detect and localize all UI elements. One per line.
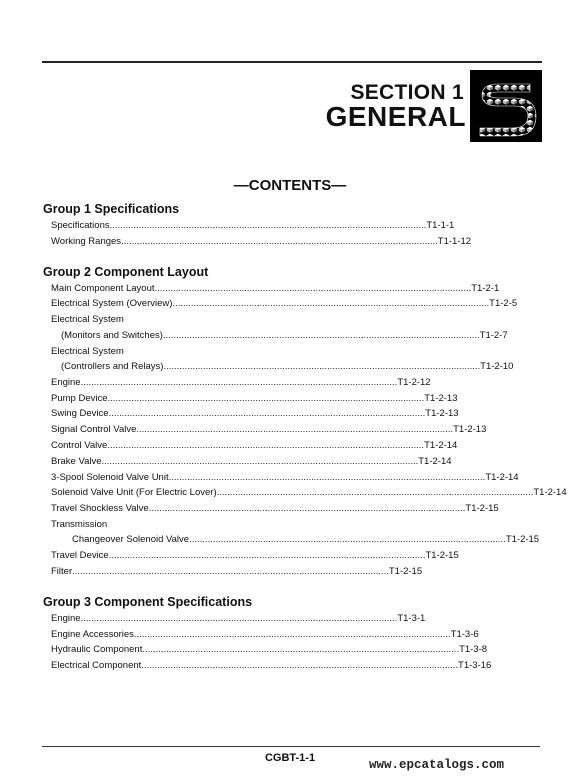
toc-item[interactable]: Engine Accessories ........................................................................................................................ T1-3-6: [51, 629, 479, 640]
watermark[interactable]: www.epcatalogs.com: [369, 758, 505, 772]
toc-item[interactable]: Working Ranges ........................................................................................................................ T1-1-12: [51, 236, 472, 247]
toc-item[interactable]: Electrical System (Overview) ........................................................................................................................ T1-2-5: [51, 298, 518, 309]
toc-item[interactable]: Engine ........................................................................................................................ T1-2-12: [51, 377, 431, 388]
section-title: GENERAL: [325, 101, 466, 132]
toc-item[interactable]: Engine ........................................................................................................................ T1-3-1: [51, 613, 426, 624]
toc-item[interactable]: Filter ........................................................................................................................ T1-2-15: [51, 566, 423, 577]
toc-item[interactable]: Swing Device ........................................................................................................................ T1-2-13: [51, 408, 459, 419]
toc-item[interactable]: 3-Spool Solenoid Valve Unit ........................................................................................................................ T1-2-14: [51, 472, 519, 483]
toc-item[interactable]: Solenoid Valve Unit (For Electric Lover) ........................................................................................................................ T1-2-14: [51, 487, 567, 498]
section-s-cube-logo-icon: [470, 70, 542, 142]
toc-item[interactable]: (Monitors and Switches) ........................................................................................................................ T1-2-7: [61, 330, 508, 341]
top-rule: [42, 61, 542, 63]
toc-item[interactable]: Main Component Layout ........................................................................................................................ T1-2-1: [51, 283, 500, 294]
group-2-heading: Group 2 Component Layout: [43, 265, 209, 279]
toc-item[interactable]: Electrical Component ........................................................................................................................ T1-3-16: [51, 660, 492, 671]
contents-title: —CONTENTS—: [233, 177, 347, 194]
toc-item[interactable]: Travel Shockless Valve ........................................................................................................................ T1-2-15: [51, 503, 499, 514]
toc-item[interactable]: Brake Valve ........................................................................................................................ T1-2-14: [51, 456, 452, 467]
toc-item[interactable]: Pump Device ........................................................................................................................ T1-2-13: [51, 393, 458, 404]
toc-item[interactable]: Travel Device ........................................................................................................................ T1-2-15: [51, 550, 459, 561]
toc-item: Electrical System: [51, 346, 124, 357]
bottom-rule: [42, 746, 540, 747]
group-3-heading: Group 3 Component Specifications: [43, 595, 253, 609]
toc-item[interactable]: Control Valve ........................................................................................................................ T1-2-14: [51, 440, 458, 451]
toc-item[interactable]: Changeover Solenoid Valve ........................................................................................................................ T1-2-15: [72, 534, 540, 545]
toc-item[interactable]: Specifications ........................................................................................................................ T1-1-1: [51, 220, 455, 231]
toc-item[interactable]: Signal Control Valve ........................................................................................................................ T1-2-13: [51, 424, 487, 435]
toc-item: Electrical System: [51, 314, 124, 325]
toc-item[interactable]: (Controllers and Relays) ........................................................................................................................ T1-2-10: [61, 361, 514, 372]
toc-item[interactable]: Hydraulic Component ........................................................................................................................ T1-3-8: [51, 644, 488, 655]
page-code: CGBT-1-1: [264, 752, 316, 764]
toc-item: Transmission: [51, 519, 108, 530]
section-label: SECTION 1: [350, 81, 464, 104]
group-1-heading: Group 1 Specifications: [43, 202, 180, 216]
